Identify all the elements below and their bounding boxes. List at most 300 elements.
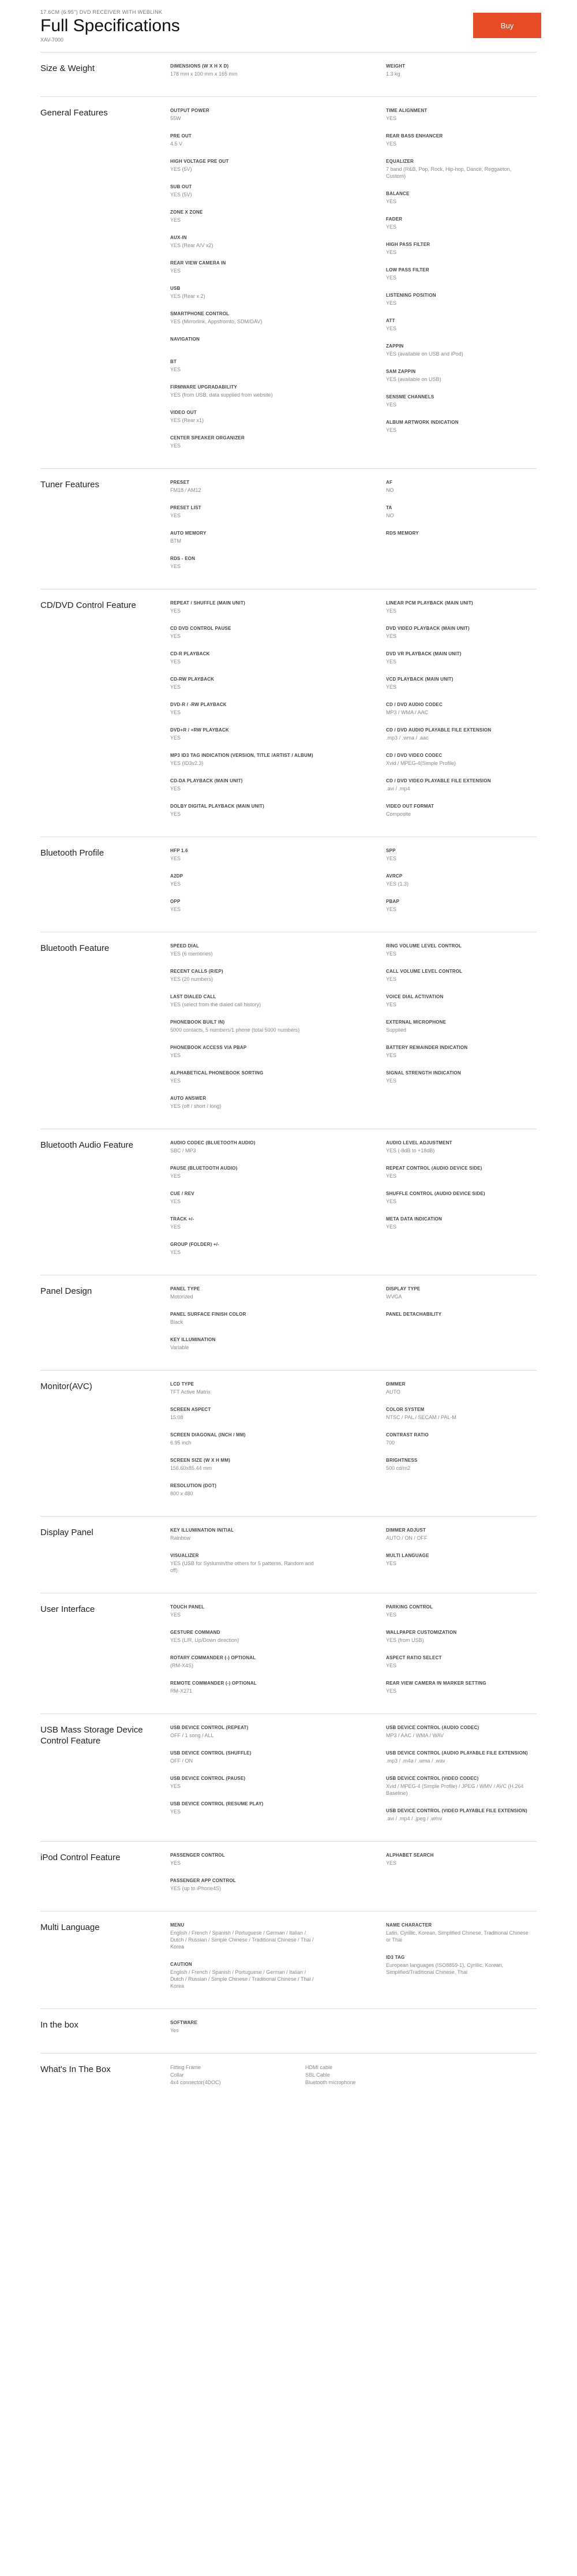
- spec-item: [170, 209, 386, 223]
- spec-item: [170, 1877, 386, 1892]
- spec-section: [40, 1275, 537, 1370]
- spec-section: [40, 1841, 537, 1911]
- spec-label: CD-DA PLAYBACK (MAIN UNIT): [170, 778, 243, 783]
- spec-label: NAME CHARACTER: [386, 1922, 432, 1928]
- spec-section: [40, 468, 537, 589]
- spec-label: ZAPPIN: [386, 344, 404, 349]
- spec-grid: [170, 1381, 537, 1508]
- spec-label: SPP: [386, 848, 396, 853]
- spec-value: YES: [386, 1224, 397, 1230]
- spec-value: YES (20 numbers): [170, 976, 213, 982]
- spec-item: [386, 1286, 537, 1300]
- spec-value: YES: [386, 249, 397, 255]
- whats-in-box-section: [40, 2053, 537, 2095]
- spec-label: LISTENING POSITION: [386, 293, 436, 298]
- section-title: General Features: [40, 108, 108, 118]
- spec-value: YES (select from the dialed call history): [170, 1002, 261, 1007]
- spec-value: Black: [170, 1319, 183, 1325]
- spec-value: YES: [170, 1078, 181, 1084]
- spec-label: USB DEVICE CONTROL (VIDEO PLAYABLE FILE EXTENSION): [386, 1808, 527, 1813]
- spec-value: YES (L/R, Up/Down direction): [170, 1637, 239, 1643]
- spec-value: YES: [386, 199, 397, 204]
- spec-column-left: [170, 848, 386, 924]
- spec-value: YES: [170, 906, 181, 912]
- spec-value: 55W: [170, 115, 181, 121]
- spec-item: [386, 419, 537, 434]
- spec-value: 4.5 V: [170, 141, 183, 147]
- spec-grid: [170, 107, 537, 460]
- spec-item: [170, 1552, 386, 1574]
- spec-item: [386, 107, 537, 122]
- section-title: Multi Language: [40, 1922, 100, 1932]
- spec-item: [386, 1680, 537, 1694]
- spec-value: YES: [170, 1052, 181, 1058]
- spec-value: OFF / ON: [170, 1758, 193, 1764]
- spec-value: 1.3 kg: [386, 71, 400, 77]
- spec-item: [170, 1750, 386, 1764]
- spec-label: AUDIO LEVEL ADJUSTMENT: [386, 1140, 452, 1145]
- spec-value: YES: [386, 1688, 397, 1694]
- spec-column-right: [386, 2019, 537, 2045]
- spec-item: [170, 676, 386, 690]
- box-item: SBL Cable: [305, 2072, 330, 2078]
- spec-label: SHUFFLE CONTROL (AUDIO DEVICE SIDE): [386, 1191, 485, 1196]
- spec-item: [386, 1954, 537, 1976]
- spec-label: PBAP: [386, 899, 400, 904]
- spec-value: YES: [170, 1783, 181, 1789]
- spec-item: [386, 1604, 537, 1618]
- spec-value: 5000 contacts, 5 numbers/1 phone (total 5000 numbers): [170, 1027, 300, 1033]
- spec-label: VCD PLAYBACK (MAIN UNIT): [386, 677, 454, 682]
- spec-label: DVD+R / +RW PLAYBACK: [170, 727, 229, 733]
- spec-column-left: [170, 479, 386, 581]
- spec-value: 178 mm x 100 mm x 165 mm: [170, 71, 238, 77]
- spec-label: REAR BASS ENHANCER: [386, 133, 443, 139]
- spec-value: YES: [386, 427, 397, 433]
- spec-value: 700: [386, 1440, 395, 1446]
- spec-value: 6.95 inch: [170, 1440, 192, 1446]
- spec-label: LINEAR PCM PLAYBACK (MAIN UNIT): [386, 600, 473, 606]
- spec-value: YES (USB for Syslumin/the others for 5 patterns, Random and off): [170, 1560, 314, 1573]
- spec-item: [386, 479, 537, 494]
- spec-item: [170, 184, 386, 198]
- spec-label: ALPHABET SEARCH: [386, 1853, 434, 1858]
- spec-label: SCREEN SIZE (W X H MM): [170, 1458, 230, 1463]
- spec-grid: [170, 600, 537, 828]
- spec-item: [386, 530, 537, 542]
- spec-label: CD / DVD VIDEO CODEC: [386, 753, 443, 758]
- box-item: 4x4 connector(4DOC): [170, 2080, 221, 2085]
- spec-value: YES: [170, 786, 181, 792]
- spec-label: VOICE DIAL ACTIVATION: [386, 994, 444, 999]
- spec-item: [386, 1019, 537, 1033]
- spec-value: Xvid / MPEG-4(Simple Profile): [386, 760, 456, 766]
- spec-label: CUE / REV: [170, 1191, 194, 1196]
- page-header: [0, 0, 577, 52]
- spec-item: [386, 343, 537, 357]
- spec-sections: [0, 52, 577, 2053]
- spec-value: YES: [386, 1663, 397, 1668]
- spec-label: REPEAT / SHUFFLE (MAIN UNIT): [170, 600, 245, 606]
- spec-label: ROTARY COMMANDER (-) OPTIONAL: [170, 1655, 256, 1660]
- spec-item: [170, 1604, 386, 1618]
- spec-item: [170, 1336, 386, 1351]
- spec-value: YES: [170, 735, 181, 741]
- spec-section: [40, 96, 537, 468]
- spec-value: YES: [386, 633, 397, 639]
- spec-label: PHONEBOOK BUILT IN): [170, 1020, 225, 1025]
- spec-column-right: [386, 63, 537, 88]
- spec-column-right: [386, 1286, 537, 1362]
- spec-value: NTSC / PAL / SECAM / PAL-M: [386, 1414, 456, 1420]
- spec-item: [386, 625, 537, 640]
- spec-item: [386, 1629, 537, 1644]
- spec-value: YES: [170, 443, 181, 449]
- spec-label: ALPHABETICAL PHONEBOOK SORTING: [170, 1070, 264, 1076]
- spec-label: LAST DIALED CALL: [170, 994, 216, 999]
- spec-label: PRESET LIST: [170, 505, 201, 510]
- spec-item: [386, 1165, 537, 1179]
- spec-section: [40, 1911, 537, 2008]
- spec-item: [170, 943, 386, 957]
- spec-label: AUTO ANSWER: [170, 1096, 207, 1101]
- spec-label: BALANCE: [386, 191, 410, 196]
- spec-label: RDS - EON: [170, 556, 196, 561]
- spec-section: [40, 1713, 537, 1841]
- box-items-left: [170, 2064, 305, 2086]
- spec-item: [170, 234, 386, 249]
- spec-label: TA: [386, 505, 392, 510]
- spec-label: DIMMER: [386, 1382, 406, 1387]
- section-title: CD/DVD Control Feature: [40, 600, 136, 610]
- spec-value: YES: [170, 856, 181, 861]
- spec-label: OPP: [170, 899, 181, 904]
- spec-value: Xvid / MPEG-4 (Simple Profile) / JPEG / WMV / AVC (H.264 Baseline): [386, 1783, 524, 1796]
- spec-label: CALL VOLUME LEVEL CONTROL: [386, 969, 463, 974]
- spec-section: [40, 2008, 537, 2053]
- spec-item: [170, 1775, 386, 1790]
- spec-label: AUTO MEMORY: [170, 531, 207, 536]
- spec-item: [386, 752, 537, 767]
- box-item: Fitting Frame: [170, 2064, 201, 2070]
- spec-item: [386, 318, 537, 332]
- spec-item: [170, 727, 386, 741]
- spec-label: RECENT CALLS (R/EP): [170, 969, 223, 974]
- spec-label: CENTER SPEAKER ORGANIZER: [170, 435, 245, 440]
- spec-item: [386, 1527, 537, 1541]
- product-name: 17.6CM (6.95") DVD RECEIVER WITH WEBLINK: [40, 9, 163, 15]
- spec-value: YES: [170, 1809, 181, 1815]
- spec-label: SCREEN DIAGONAL (INCH / MM): [170, 1432, 246, 1438]
- spec-value: AUTO: [386, 1389, 400, 1395]
- spec-grid: [170, 943, 537, 1121]
- spec-label: PASSENGER APP CONTROL: [170, 1878, 236, 1883]
- spec-value: WVGA: [386, 1294, 402, 1300]
- spec-label: ASPECT RATIO SELECT: [386, 1655, 442, 1660]
- spec-item: [170, 803, 386, 817]
- spec-label: CD / DVD VIDEO PLAYABLE FILE EXTENSION: [386, 778, 491, 783]
- spec-item: [386, 394, 537, 408]
- spec-item: [386, 1216, 537, 1230]
- spec-label: PANEL SURFACE FINISH COLOR: [170, 1312, 246, 1317]
- spec-value: YES: [386, 976, 397, 982]
- spec-label: PASSENGER CONTROL: [170, 1853, 225, 1858]
- spec-item: [170, 1922, 386, 1950]
- spec-label: SENSME CHANNELS: [386, 394, 434, 400]
- spec-label: KEY ILLUMINATION: [170, 1337, 216, 1342]
- spec-label: WEIGHT: [386, 64, 406, 69]
- spec-item: [170, 848, 386, 862]
- spec-value: YES: [386, 951, 397, 957]
- spec-section: [40, 932, 537, 1129]
- spec-value: YES (from USB): [386, 1637, 424, 1643]
- spec-value: Latin, Cyrillic, Korean, Simplified Chinese, Traditional Chinese or Thai: [386, 1930, 529, 1943]
- spec-value: YES: [170, 1173, 181, 1179]
- spec-value: Yes: [170, 2028, 179, 2033]
- spec-label: EXTERNAL MICROPHONE: [386, 1020, 447, 1025]
- spec-item: [386, 651, 537, 665]
- spec-item: [170, 359, 386, 373]
- spec-label: SCREEN ASPECT: [170, 1407, 211, 1412]
- spec-value: YES: [170, 881, 181, 887]
- spec-value: NO: [386, 487, 394, 493]
- spec-item: [386, 191, 537, 205]
- spec-item: [386, 873, 537, 887]
- whats-in-box-wrapper: [0, 2053, 577, 2095]
- spec-label: SUB OUT: [170, 184, 192, 189]
- spec-label: DVD VIDEO PLAYBACK (MAIN UNIT): [386, 626, 470, 631]
- spec-column-right: [386, 107, 537, 460]
- spec-item: [170, 133, 386, 147]
- spec-label: DOLBY DIGITAL PLAYBACK (MAIN UNIT): [170, 804, 264, 809]
- spec-item: [386, 241, 537, 256]
- spec-value: YES: [386, 224, 397, 230]
- spec-item: [386, 1432, 537, 1446]
- spec-item: [386, 994, 537, 1008]
- spec-label: RESOLUTION (DOT): [170, 1483, 217, 1488]
- spec-label: CD / DVD AUDIO CODEC: [386, 702, 443, 707]
- spec-item: [386, 676, 537, 690]
- spec-value: YES: [386, 1002, 397, 1007]
- spec-value: YES: [170, 217, 181, 223]
- spec-item: [170, 2019, 386, 2034]
- spec-column-right: [386, 848, 537, 924]
- spec-value: .avi / .mp4 / .jpeg / .wmv: [386, 1816, 443, 1821]
- spec-label: ID3 TAG: [386, 1955, 405, 1960]
- spec-label: ZONE X ZONE: [170, 210, 203, 215]
- spec-value: OFF / 1 song / ALL: [170, 1733, 214, 1738]
- spec-item: [386, 1381, 537, 1395]
- spec-value: YES: [386, 659, 397, 664]
- spec-value: Composite: [386, 811, 411, 817]
- spec-item: [386, 848, 537, 862]
- spec-value: YES (1.3): [386, 881, 409, 887]
- spec-label: GESTURE COMMAND: [170, 1630, 220, 1635]
- spec-column-left: [170, 1852, 386, 1903]
- spec-value: YES (5V): [170, 166, 192, 172]
- spec-item: [170, 555, 386, 570]
- spec-item: [170, 1044, 386, 1059]
- spec-value: Rainbow: [170, 1535, 191, 1541]
- spec-value: YES: [170, 1860, 181, 1866]
- spec-item: [170, 336, 386, 348]
- section-title: Display Panel: [40, 1528, 93, 1537]
- spec-column-right: [386, 1140, 537, 1267]
- spec-item: [170, 1381, 386, 1395]
- spec-value: (RM-X4S): [170, 1663, 193, 1668]
- spec-item: [170, 1961, 386, 1989]
- section-title: What's In The Box: [40, 2064, 111, 2074]
- spec-item: [170, 1483, 386, 1497]
- spec-item: [170, 260, 386, 274]
- spec-label: AF: [386, 480, 393, 485]
- box-item: Collar: [170, 2072, 184, 2078]
- spec-label: PRE OUT: [170, 133, 192, 139]
- spec-label: USB DEVICE CONTROL (VIDEO CODEC): [386, 1776, 479, 1781]
- spec-label: REPEAT CONTROL (AUDIO DEVICE SIDE): [386, 1166, 482, 1171]
- spec-value: 800 x 480: [170, 1491, 193, 1496]
- spec-label: REAR VIEW CAMERA IN: [170, 260, 226, 266]
- spec-label: SPEED DIAL: [170, 943, 200, 949]
- spec-label: FADER: [386, 216, 403, 222]
- spec-item: [386, 63, 537, 77]
- spec-grid: [170, 1140, 537, 1267]
- spec-value: 156.60x85.44 mm: [170, 1465, 212, 1471]
- spec-value: YES: [386, 1173, 397, 1179]
- spec-column-left: [170, 1922, 386, 2000]
- spec-label: MULTI LANGUAGE: [386, 1553, 429, 1558]
- spec-column-left: [170, 1604, 386, 1705]
- spec-value: YES: [170, 710, 181, 715]
- spec-value: YES: [170, 608, 181, 614]
- spec-label: DIMMER ADJUST: [386, 1528, 426, 1533]
- spec-column-right: [386, 1724, 537, 1833]
- spec-item: [170, 752, 386, 767]
- spec-column-left: [170, 943, 386, 1121]
- spec-value: YES: [386, 275, 397, 281]
- spec-column-right: [386, 479, 537, 581]
- spec-label: USB DEVICE CONTROL (AUDIO CODEC): [386, 1725, 479, 1730]
- spec-label: HIGH PASS FILTER: [386, 242, 430, 247]
- box-item: Bluetooth microphone: [305, 2080, 356, 2085]
- spec-item: [386, 505, 537, 519]
- spec-item: [386, 968, 537, 983]
- spec-item: [170, 1406, 386, 1421]
- spec-column-right: [386, 600, 537, 828]
- spec-value: YES: [170, 513, 181, 518]
- spec-value: YES: [170, 659, 181, 664]
- spec-item: [386, 1922, 537, 1943]
- spec-value: YES: [386, 1860, 397, 1866]
- spec-label: REAR VIEW CAMERA IN MARKER SETTING: [386, 1681, 486, 1686]
- box-items-right: [305, 2064, 537, 2086]
- spec-label: DISPLAY TYPE: [386, 1286, 421, 1291]
- spec-label: USB DEVICE CONTROL (REPEAT): [170, 1725, 249, 1730]
- spec-item: [386, 158, 537, 180]
- spec-label: PAUSE (BLUETOOTH AUDIO): [170, 1166, 238, 1171]
- spec-grid: [170, 1286, 537, 1362]
- spec-item: [170, 1216, 386, 1230]
- spec-value: TFT Active Matrix: [170, 1389, 211, 1395]
- spec-label: VIDEO OUT: [170, 410, 197, 415]
- spec-item: [170, 1190, 386, 1205]
- spec-label: TRACK +/-: [170, 1216, 194, 1222]
- spec-item: [170, 1655, 386, 1669]
- spec-value: YES (ID3v2.3): [170, 760, 204, 766]
- spec-label: VIDEO OUT FORMAT: [386, 804, 434, 809]
- spec-item: [170, 1527, 386, 1541]
- spec-value: RM-X271: [170, 1688, 193, 1694]
- spec-value: YES: [170, 1612, 181, 1618]
- spec-section: [40, 837, 537, 932]
- spec-value: YES: [170, 367, 181, 372]
- spec-value: YES: [386, 402, 397, 408]
- spec-column-left: [170, 600, 386, 828]
- spec-item: [170, 1241, 386, 1256]
- spec-label: CD-R PLAYBACK: [170, 651, 210, 656]
- spec-item: [170, 600, 386, 614]
- spec-item: [386, 727, 537, 741]
- spec-value: YES: [170, 811, 181, 817]
- spec-item: [386, 1190, 537, 1205]
- spec-item: [170, 1019, 386, 1033]
- spec-label: RING VOLUME LEVEL CONTROL: [386, 943, 462, 949]
- spec-value: YES: [386, 326, 397, 331]
- spec-section: [40, 1370, 537, 1516]
- spec-value: YES: [386, 1052, 397, 1058]
- spec-label: TIME ALIGNMENT: [386, 108, 428, 113]
- spec-item: [170, 651, 386, 665]
- spec-column-right: [386, 1381, 537, 1508]
- spec-value: BTM: [170, 538, 181, 544]
- spec-label: DVD VR PLAYBACK (MAIN UNIT): [386, 651, 462, 656]
- spec-item: [170, 107, 386, 122]
- spec-label: WALLPAPER CUSTOMIZATION: [386, 1630, 457, 1635]
- spec-value: .mp3 / .m4a / .wma / .wav: [386, 1758, 445, 1764]
- spec-value: YES (up to iPhone4S): [170, 1886, 222, 1891]
- spec-label: USB: [170, 286, 181, 291]
- spec-value: NO: [386, 513, 394, 518]
- spec-label: USB DEVICE CONTROL (AUDIO PLAYABLE FILE EXTENSION): [386, 1750, 528, 1756]
- spec-section: [40, 1593, 537, 1713]
- section-title: Tuner Features: [40, 480, 99, 490]
- spec-label: SOFTWARE: [170, 2020, 197, 2025]
- spec-value: YES: [386, 1078, 397, 1084]
- spec-item: [386, 778, 537, 792]
- spec-item: [386, 216, 537, 230]
- section-title: Bluetooth Audio Feature: [40, 1140, 133, 1150]
- spec-item: [170, 530, 386, 544]
- spec-item: [386, 1655, 537, 1669]
- spec-value: YES: [170, 633, 181, 639]
- buy-button[interactable]: Buy: [473, 13, 541, 38]
- page-title: Full Specifications: [40, 16, 180, 35]
- spec-item: [386, 1044, 537, 1059]
- spec-label: RDS MEMORY: [386, 531, 419, 536]
- spec-item: [386, 1775, 537, 1797]
- spec-column-right: [386, 1604, 537, 1705]
- spec-label: EQUALIZER: [386, 159, 414, 164]
- spec-value: YES: [386, 608, 397, 614]
- spec-item: [386, 1070, 537, 1084]
- spec-value: Motorized: [170, 1294, 193, 1300]
- spec-label: USB DEVICE CONTROL (PAUSE): [170, 1776, 246, 1781]
- spec-column-left: [170, 1381, 386, 1508]
- spec-grid: [170, 1527, 537, 1585]
- spec-item: [170, 898, 386, 913]
- spec-column-left: [170, 2019, 386, 2045]
- spec-item: [386, 368, 537, 383]
